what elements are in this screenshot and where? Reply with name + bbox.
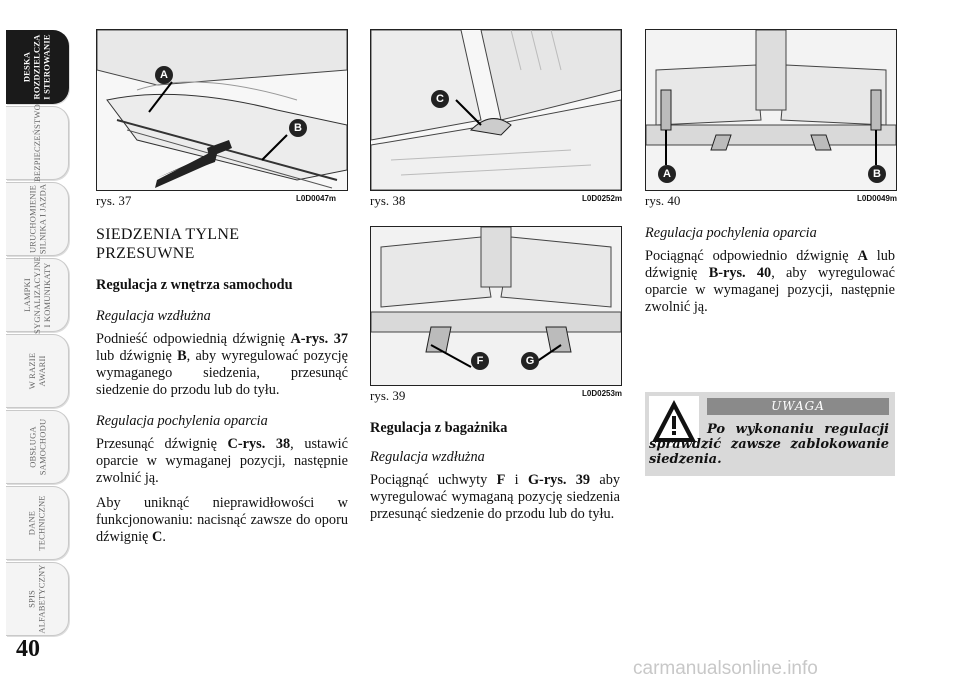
column-1	[96, 225, 348, 554]
figure-rys-40	[645, 29, 897, 191]
tab-label: W RAZIE AWARII	[26, 352, 47, 390]
text-bold: A	[857, 248, 868, 264]
column-3	[645, 225, 895, 324]
paragraph-heading: Regulacja wzdłużna	[96, 308, 211, 324]
tab-label: URUCHOMIENIE SILNIKA I JAZDA	[27, 183, 47, 255]
figure-code: L0D0253m	[582, 389, 623, 398]
text-bold: C-rys. 38	[227, 436, 291, 452]
callout-f: F	[471, 352, 489, 370]
text: lub dźwignię	[645, 248, 895, 281]
text: Pociągnąć odpowiednio dźwignię	[645, 248, 858, 264]
callout-a: A	[155, 66, 173, 84]
text: , ustawić oparcie w wymaganej pozycji, następnie zwolnić ją.	[96, 436, 348, 486]
tab-label: DESKA ROZDZIELCZA I STEROWANIE	[22, 34, 52, 100]
tab-bezpieczenstwo[interactable]	[6, 106, 69, 180]
section-title	[96, 225, 348, 263]
figure-code: L0D0047m	[296, 194, 337, 203]
text-bold: A-rys. 37	[290, 331, 348, 347]
callout-c: C	[431, 90, 449, 108]
watermark: carmanualsonline.info	[633, 658, 818, 679]
paragraph-heading: Regulacja pochylenia oparcia	[96, 413, 268, 429]
tab-uruchomienie[interactable]	[6, 182, 69, 256]
tab-dane-techniczne[interactable]	[6, 486, 69, 560]
warning-text: Po wykonaniu regulacji sprawdzić zawsze zablokowanie siedzenia.	[649, 422, 889, 467]
trunk-handles-illustration	[371, 227, 621, 385]
page-number: 40	[16, 636, 40, 662]
text: Aby uniknąć nieprawidłowości w funkcjonowaniu: nacisnąć zawsze do oporu dźwignię	[96, 495, 348, 545]
text: Pociągnąć uchwyty	[370, 472, 497, 488]
paragraph-heading: Regulacja wzdłużna	[370, 449, 485, 465]
subsection-heading: Regulacja z wnętrza samochodu	[96, 277, 293, 293]
text: Podnieść odpowiednią dźwignię	[96, 331, 291, 347]
text: , aby wyregulować pozycję wymaganego siedzenia, przesunąć siedzenie do przodu lub do tyłu.	[96, 348, 348, 398]
tab-label: LAMPKI SYGNALIZACYJNE I KOMUNIKATY	[22, 256, 53, 334]
callout-b: B	[289, 119, 307, 137]
paragraph-heading: Regulacja pochylenia oparcia	[645, 225, 817, 241]
paragraph	[645, 248, 895, 316]
figure-rys-38	[370, 29, 622, 191]
figure-caption: rys. 40	[645, 193, 681, 208]
tab-label: OBSŁUGA SAMOCHODU	[27, 418, 47, 476]
tab-w-razie-awarii[interactable]	[6, 334, 69, 408]
text: Przesunąć dźwignię	[96, 436, 228, 452]
figure-caption: rys. 38	[370, 193, 406, 208]
text-bold: G-rys. 39	[527, 472, 591, 488]
section-title-line1: SIEDZENIA TYLNE	[96, 226, 240, 243]
text: , aby wyregulować oparcie w wymaganej pozycji, następnie zwolnić ją.	[645, 265, 895, 315]
figure-code: L0D0049m	[857, 194, 898, 203]
tab-deska-rozdzielcza[interactable]	[6, 30, 69, 104]
tab-lampki[interactable]	[6, 258, 69, 332]
figure-code: L0D0252m	[582, 194, 623, 203]
figure-rys-39	[370, 226, 622, 386]
tab-label: BEZPIECZEŃSTWO	[32, 104, 43, 182]
subsection-heading: Regulacja z bagażnika	[370, 420, 508, 436]
callout-a: A	[658, 165, 676, 183]
text: aby wyregulować wymaganą pozycję siedzenia przesunąć siedzenie do przodu lub do tyłu.	[370, 472, 621, 522]
chapter-sidebar	[0, 0, 72, 677]
rear-seat-illustration	[97, 30, 347, 190]
callout-b: B	[868, 165, 886, 183]
figure-caption: rys. 39	[370, 388, 406, 403]
paragraph	[370, 472, 620, 523]
figure-rys-37	[96, 29, 348, 191]
paragraph	[96, 495, 348, 546]
tab-spis-alfabetyczny[interactable]	[6, 562, 69, 636]
warning-heading: UWAGA	[707, 398, 889, 415]
backrest-levers-illustration	[646, 30, 896, 190]
paragraph	[96, 436, 348, 487]
column-2	[370, 420, 620, 531]
paragraph	[96, 331, 348, 399]
warning-box	[645, 392, 895, 476]
text-bold: F	[496, 472, 506, 488]
tab-label: DANE TECHNICZNE	[26, 495, 47, 551]
seat-lever-illustration	[371, 30, 621, 190]
text: lub dźwignię	[96, 348, 178, 364]
callout-g: G	[521, 352, 539, 370]
section-title-line2: PRZESUWNE	[96, 245, 195, 262]
figure-caption: rys. 37	[96, 193, 132, 208]
tab-obsluga[interactable]	[6, 410, 69, 484]
text: i	[505, 472, 528, 488]
text-bold: C	[151, 529, 163, 545]
text-bold: B	[177, 348, 187, 364]
text-bold: B-rys. 40	[708, 265, 772, 281]
text: .	[162, 529, 166, 545]
tab-label: SPIS ALFABETYCZNY	[27, 564, 48, 634]
